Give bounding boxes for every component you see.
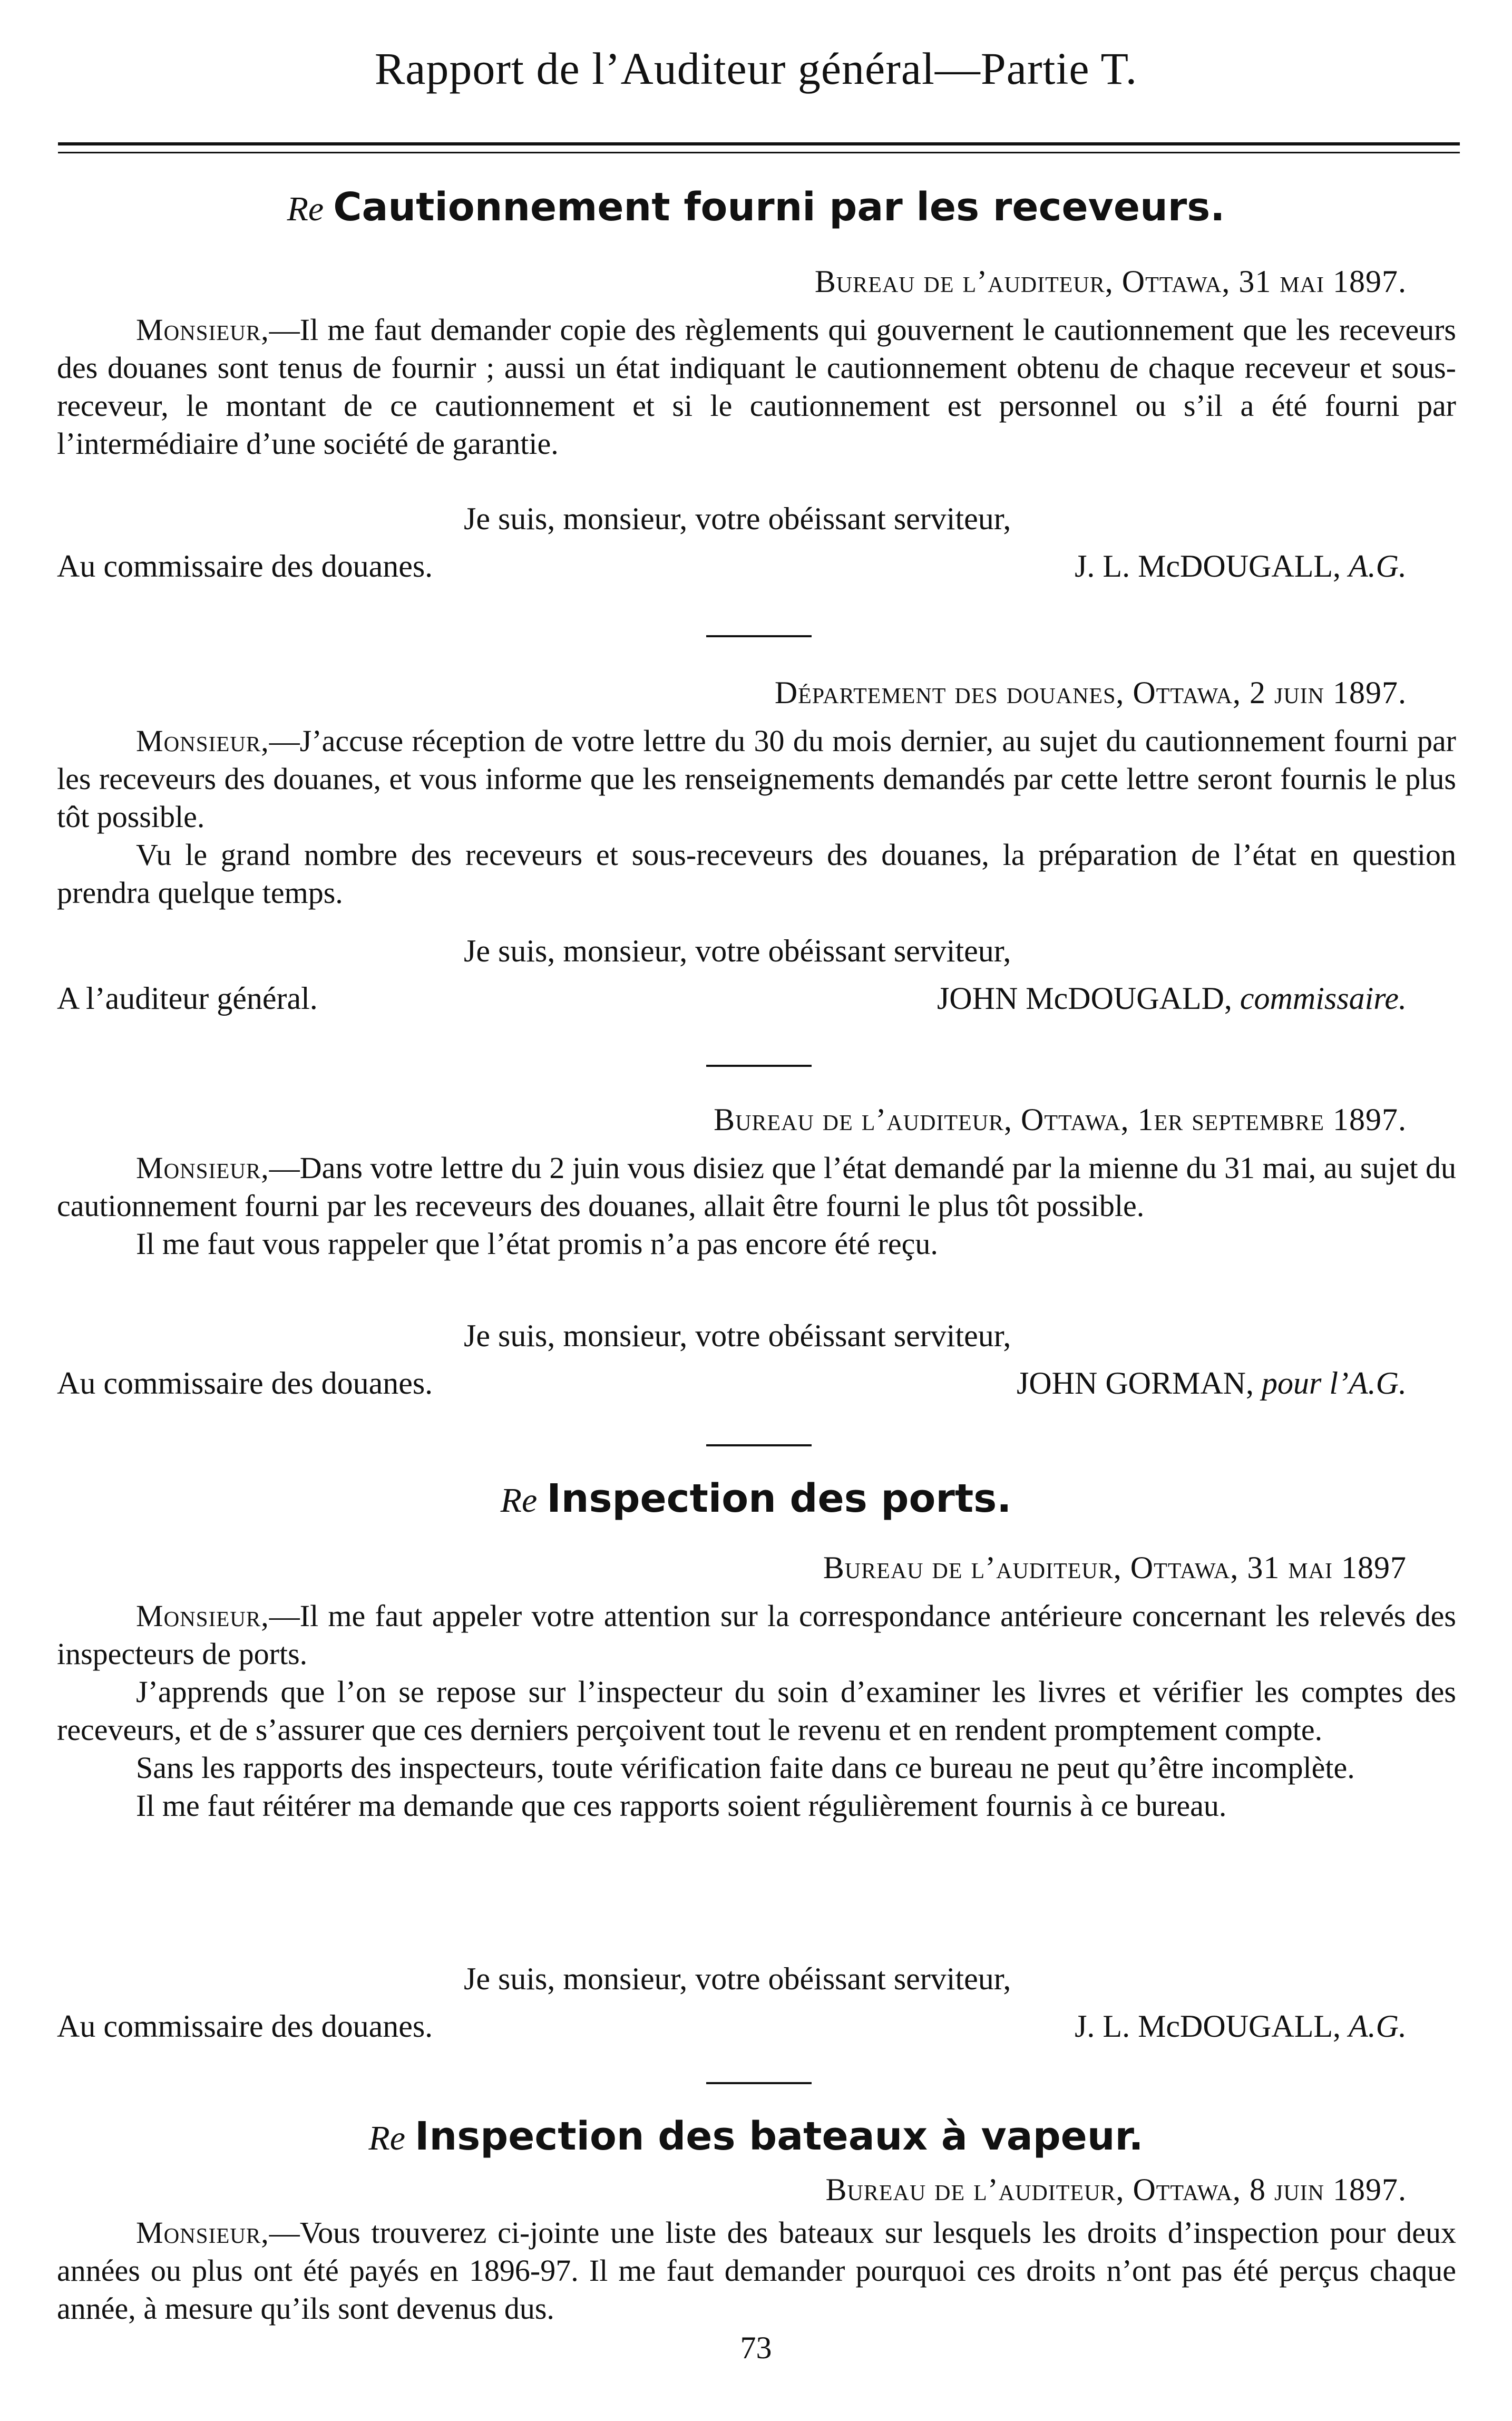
salutation: Monsieur, (136, 1151, 269, 1185)
letter-addressee: Au commissaire des douanes. (57, 549, 433, 584)
letter-divider (706, 1065, 812, 1067)
letter-addressee: Au commissaire des douanes. (57, 2009, 433, 2044)
signature-title: A.G. (1349, 549, 1407, 584)
section-title-text: Inspection des bateaux à vapeur. (414, 2114, 1144, 2159)
letter-dateline: Bureau de l’auditeur, Ottawa, 1er septembre 1897. (714, 1102, 1407, 1137)
section-title (0, 184, 1512, 230)
salutation: Monsieur, (136, 724, 269, 758)
re-label: Re (500, 1481, 538, 1520)
letter-body (57, 722, 1456, 912)
letter-paragraph: J’apprends que l’on se repose sur l’inspecteur du soin d’examiner les livres et vérifier les comptes des receveurs, et de s’assurer que ces derniers perçoivent tout le revenu et en rendent promptement compte. (57, 1675, 1456, 1747)
paragraph-text: —Dans votre lettre du 2 juin vous disiez que l’état demandé par la mienne du 31 mai, au sujet du cautionnement fourni par les receveurs des douanes, allait être fourni le plus tôt possible. (57, 1151, 1456, 1223)
letter-paragraph (57, 1597, 1456, 1673)
salutation: Monsieur, (136, 313, 269, 347)
salutation: Monsieur, (136, 2215, 269, 2250)
letter-addressee: A l’auditeur général. (57, 981, 318, 1016)
paragraph-text: —Il me faut appeler votre attention sur la correspondance antérieure concernant les relevés des inspecteurs de ports. (57, 1599, 1456, 1671)
letter-dateline: Bureau de l’auditeur, Ottawa, 8 juin 1897. (825, 2172, 1407, 2207)
paragraph-text: —J’accuse réception de votre lettre du 30 du mois dernier, au sujet du cautionnement fourni par les receveurs des douanes, et vous informe que les renseignements demandés par cette lettre seront fournis le plus tôt possible. (57, 724, 1456, 834)
paragraph-text: —Vous trouverez ci-jointe une liste des bateaux sur lesquels les droits d’inspection pour deux années ou plus ont été payés en 1896-97. Il me faut demander pourquoi ces droits n’ont pas été perçus chaque année, à mesure qu’ils sont devenus dus. (57, 2215, 1456, 2326)
signature-name: JOHN McDOUGALD, (937, 981, 1232, 1016)
letter-paragraph: Il me faut vous rappeler que l’état promis n’a pas encore été reçu. (136, 1227, 938, 1261)
section-title (0, 2114, 1512, 2159)
letter-dateline: Département des douanes, Ottawa, 2 juin 1897. (774, 675, 1407, 710)
header-rule-thin (58, 152, 1460, 153)
section-title (0, 1476, 1512, 1521)
letter-addressee: Au commissaire des douanes. (57, 1366, 433, 1401)
letter-signature (1017, 1365, 1407, 1402)
letter-body (57, 2214, 1456, 2328)
page-header: Rapport de l’Auditeur général—Partie T. (374, 43, 1138, 94)
section-divider (706, 2082, 812, 2084)
letter-paragraph: Vu le grand nombre des receveurs et sous-receveurs des douanes, la préparation de l’état en question prendra quelque temps. (57, 838, 1456, 910)
letter-signature (1075, 2008, 1407, 2045)
signature-title: A.G. (1349, 2009, 1407, 2044)
re-label: Re (287, 190, 324, 228)
section-divider (706, 1444, 812, 1446)
letter-body (57, 1597, 1456, 1825)
page-number: 73 (740, 2330, 772, 2365)
re-label: Re (368, 2119, 405, 2157)
letter-closing: Je suis, monsieur, votre obéissant serviteur, (464, 501, 1011, 536)
letter-body (57, 1149, 1456, 1263)
letter-dateline: Bureau de l’auditeur, Ottawa, 31 mai 1897 (823, 1550, 1407, 1585)
letter-closing: Je suis, monsieur, votre obéissant serviteur, (464, 1318, 1011, 1353)
letter-paragraph (57, 1149, 1456, 1225)
signature-name: JOHN GORMAN, (1016, 1366, 1254, 1401)
letter-paragraph (57, 722, 1456, 836)
letter-signature (1075, 548, 1407, 585)
letter-paragraph (57, 2214, 1456, 2328)
signature-name: J. L. McDOUGALL, (1075, 2009, 1341, 2044)
signature-name: J. L. McDOUGALL, (1075, 549, 1341, 584)
letter-paragraph (57, 311, 1456, 463)
section-title-text: Cautionnement fourni par les receveurs. (333, 184, 1225, 230)
signature-title: pour l’A.G. (1262, 1366, 1407, 1401)
letter-body (57, 311, 1456, 463)
letter-closing: Je suis, monsieur, votre obéissant serviteur, (464, 934, 1011, 968)
header-rule-thick (58, 142, 1460, 145)
letter-closing: Je suis, monsieur, votre obéissant serviteur, (464, 1961, 1011, 1996)
letter-paragraph: Il me faut réitérer ma demande que ces rapports soient régulièrement fournis à ce bureau. (136, 1788, 1227, 1823)
letter-signature (937, 980, 1407, 1017)
salutation: Monsieur, (136, 1599, 269, 1633)
letter-divider (706, 635, 812, 637)
signature-title: commissaire. (1240, 981, 1407, 1016)
letter-paragraph: Sans les rapports des inspecteurs, toute vérification faite dans ce bureau ne peut qu’être incomplète. (136, 1751, 1355, 1785)
section-title-text: Inspection des ports. (547, 1476, 1012, 1521)
paragraph-text: —Il me faut demander copie des règlements qui gouvernent le cautionnement que les receveurs des douanes sont tenus de fournir ; aussi un état indiquant le cautionnement obtenu de chaque receveur et sous-receveur, le montant de ce cautionnement et si le cautionnement est personnel ou s’il a été fourni par l’intermédiaire d’une société de garantie. (57, 313, 1456, 461)
letter-dateline: Bureau de l’auditeur, Ottawa, 31 mai 1897. (814, 264, 1407, 299)
